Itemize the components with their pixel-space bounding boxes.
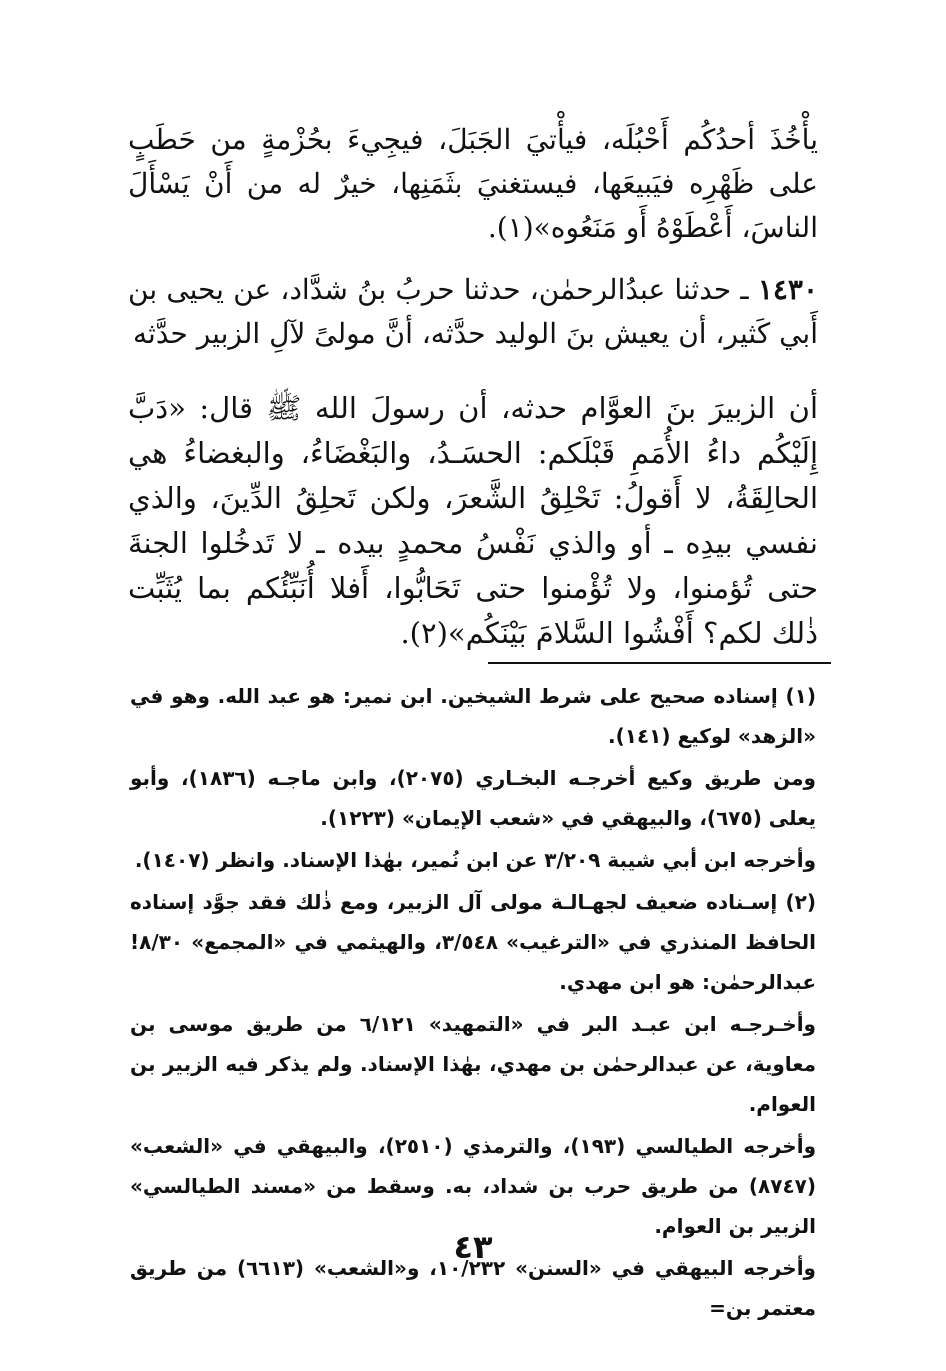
footnote-line: وأخرجه الطيالسي (١٩٣)، والترمذي (٢٥١٠)، والبيهقي في «الشعب» (٨٧٤٧) من طريق حرب بن شداد، به. وسقط من «مسند الطيالسي» الزبير بن العوام. <box>130 1134 816 1238</box>
hadith-number: ١٤٣٠ <box>757 273 818 306</box>
main-text <box>128 118 818 656</box>
footnote-line: وأخرجه ابن أبي شيبة ٣/٢٠٩ عن ابن نُمير، بهٰذا الإسناد. وانظر (١٤٠٧). <box>134 848 816 872</box>
footnote-line: (١) إسناده صحيح على شرط الشيخين. ابن نمير: هو عبد الله. وهو في «الزهد» لوكيع (١٤١). <box>130 684 816 748</box>
footnote-line: وأخرجه البيهقي في «السنن» ١٠/٢٣٢، و«الشعب» (٦٦١٣) من طريق معتمر بن= <box>130 1256 816 1320</box>
hadith-continuation: يأْخُذَ أحدُكُم أَحْبُلَه، فيأْتيَ الجَبَلَ، فيجِيءَ بحُزْمةٍ من حَطَبٍ على ظَهْرِه فيَبيعَها، فيستغنيَ بثَمَنِها، خيرٌ له من أَنْ يَسْأَلَ الناسَ، أَعْطَوْهُ أَو مَنَعُوه»(١). <box>128 123 818 244</box>
footnote-line: وأخـرجـه ابن عبـد البر في «التمهيد» ٦/١٢١ من طريق موسى بن معاوية، عن عبدالرحمٰن بن مهدي، بهٰذا الإسناد. ولم يذكر فيه الزبير بن العوام. <box>130 1012 816 1116</box>
footnote-line: (٢) إسـناده ضعيف لجهـالـة مولى آل الزبير، ومع ذٰلك فقد جوَّد إسناده الحافظ المنذري في «الترغيب» ٣/٥٤٨، والهيثمي في «المجمع» ٨/٣٠! عبدالرحمٰن: هو ابن مهدي. <box>130 890 816 994</box>
hadith-isnad-1430 <box>128 268 818 356</box>
isnad-text: ـ حدثنا عبدُالرحمٰن، حدثنا حربُ بنُ شدَّاد، عن يحيى بن أَبي كَثير، أن يعيش بنَ الوليد حدَّثه، أنَّ مولىً لآلِ الزبير حدَّثه <box>128 273 818 350</box>
page-number: ٤٣ <box>453 1228 493 1266</box>
hadith-matn: أن الزبيرَ بنَ العوَّام حدثه، أن رسولَ الله ﷺ قال: «دَبَّ إِلَيْكُم داءُ الأُمَمِ قَبْلَكم: الحسَـدُ، والبَغْضَاءُ، والبغضاءُ هي الحالِقَةُ، لا أَقولُ: تَحْلِقُ الشَّعرَ، ولكن تَحلِقُ الدِّينَ، والذي نفسي بيدِه ـ أو والذي نَفْسُ محمدٍ بيده ـ لا تَدخُلوا الجنةَ حتى تُؤمنوا، ولا تُؤْمنوا حتى تَحَابُّوا، أَفلا أُنَبِّئُكم بما يُثَبِّت ذٰلك لكم؟ أَفْشُوا السَّلامَ بَيْنَكُم»(٢). <box>128 391 818 650</box>
footnote-line: ومن طريق وكيع أخرجـه البخـاري (٢٠٧٥)، وابن ماجـه (١٨٣٦)، وأبو يعلى (٦٧٥)، والبيهقي في «شعب الإيمان» (١٢٢٣). <box>130 766 816 830</box>
footnote-divider <box>488 662 831 664</box>
